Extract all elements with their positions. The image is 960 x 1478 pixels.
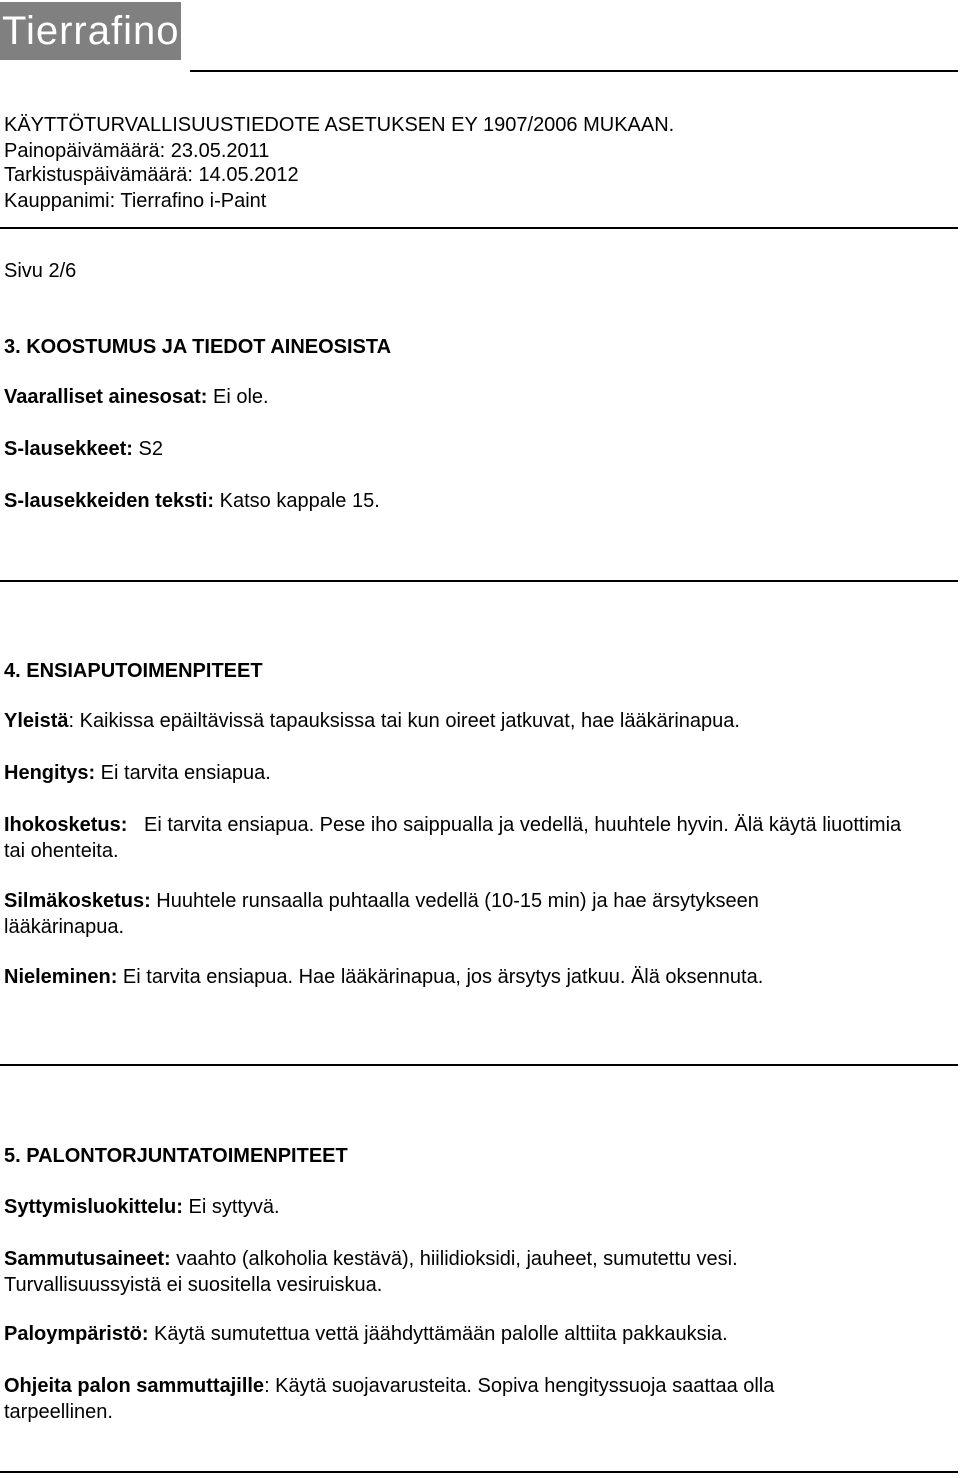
field-value: : Kaikissa epäiltävissä tapauksissa tai kun oireet jatkuvat, hae lääkärinapua. — [68, 710, 740, 732]
header-divider-bottom — [0, 227, 958, 229]
field-label: Hengitys: — [4, 762, 96, 784]
field-label: S-lausekkeiden teksti: — [4, 490, 215, 512]
field-value: : Käytä suojavarusteita. Sopiva hengityssuoja saattaa olla tarpeellinen. — [4, 1375, 775, 1423]
section-divider — [0, 1064, 958, 1066]
field-label: Yleistä — [4, 710, 69, 732]
section5-row-surroundings — [4, 1321, 904, 1347]
section4-row-general — [4, 708, 904, 734]
section4-row-skin — [4, 812, 907, 864]
field-label: Ihokosketus: — [4, 814, 128, 836]
field-value: Ei tarvita ensiapua. — [95, 762, 271, 784]
company-logo: Tierrafino — [0, 2, 181, 60]
field-value: vaahto (alkoholia kestävä), hiilidioksidi, jauheet, sumutettu vesi. Turvallisuussyistä ei suositella vesiruiskua. — [4, 1248, 738, 1296]
header-divider-top — [190, 70, 958, 72]
document-title: KÄYTTÖTURVALLISUUSTIEDOTE ASETUKSEN EY 1907/2006 MUKAAN. — [4, 114, 675, 136]
section3-row-hazardous — [4, 384, 904, 410]
section5-row-flammability — [4, 1194, 904, 1220]
page-number: Sivu 2/6 — [4, 260, 77, 282]
field-value: Huuhtele runsaalla puhtaalla vedellä (10-15 min) ja hae ärsytykseen lääkärinapua. — [4, 890, 759, 938]
section5-heading: 5. PALONTORJUNTATOIMENPITEET — [4, 1145, 348, 1167]
section4-row-ingestion — [4, 964, 904, 990]
field-value: Ei tarvita ensiapua. Pese iho saippualla ja vedellä, huuhtele hyvin. Älä käytä liuottimia tai ohenteita. — [4, 814, 907, 862]
revision-date: Tarkistuspäivämäärä: 14.05.2012 — [4, 164, 299, 186]
section-divider — [0, 580, 958, 582]
section5-row-extinguishing — [4, 1246, 834, 1298]
field-value: Katso kappale 15. — [214, 490, 380, 512]
field-value: Ei syttyvä. — [182, 1196, 280, 1218]
field-label: Paloympäristö: — [4, 1323, 149, 1345]
field-label: Silmäkosketus: — [4, 890, 151, 912]
field-label: Sammutusaineet: — [4, 1248, 171, 1270]
section4-row-eyes — [4, 888, 864, 940]
field-label: S-lausekkeet: — [4, 438, 133, 460]
field-value: S2 — [132, 438, 163, 460]
field-label: Ohjeita palon sammuttajille — [4, 1375, 265, 1397]
field-label: Syttymisluokittelu: — [4, 1196, 183, 1218]
section4-row-inhalation — [4, 760, 904, 786]
trade-name: Kauppanimi: Tierrafino i-Paint — [4, 190, 267, 212]
field-value: Käytä sumutettua vettä jäähdyttämään palolle alttiita pakkauksia. — [148, 1323, 728, 1345]
section4-heading: 4. ENSIAPUTOIMENPITEET — [4, 660, 263, 682]
field-value: Ei ole. — [207, 386, 269, 408]
field-label: Nieleminen: — [4, 966, 118, 988]
print-date: Painopäivämäärä: 23.05.2011 — [4, 140, 270, 162]
section3-heading: 3. KOOSTUMUS JA TIEDOT AINEOSISTA — [4, 336, 392, 358]
field-value: Ei tarvita ensiapua. Hae lääkärinapua, jos ärsytys jatkuu. Älä oksennuta. — [117, 966, 764, 988]
field-label: Vaaralliset ainesosat: — [4, 386, 208, 408]
section-divider — [0, 1471, 958, 1473]
section3-row-s-text — [4, 488, 904, 514]
section5-row-firefighters — [4, 1373, 874, 1425]
section3-row-s-phrases — [4, 436, 904, 462]
